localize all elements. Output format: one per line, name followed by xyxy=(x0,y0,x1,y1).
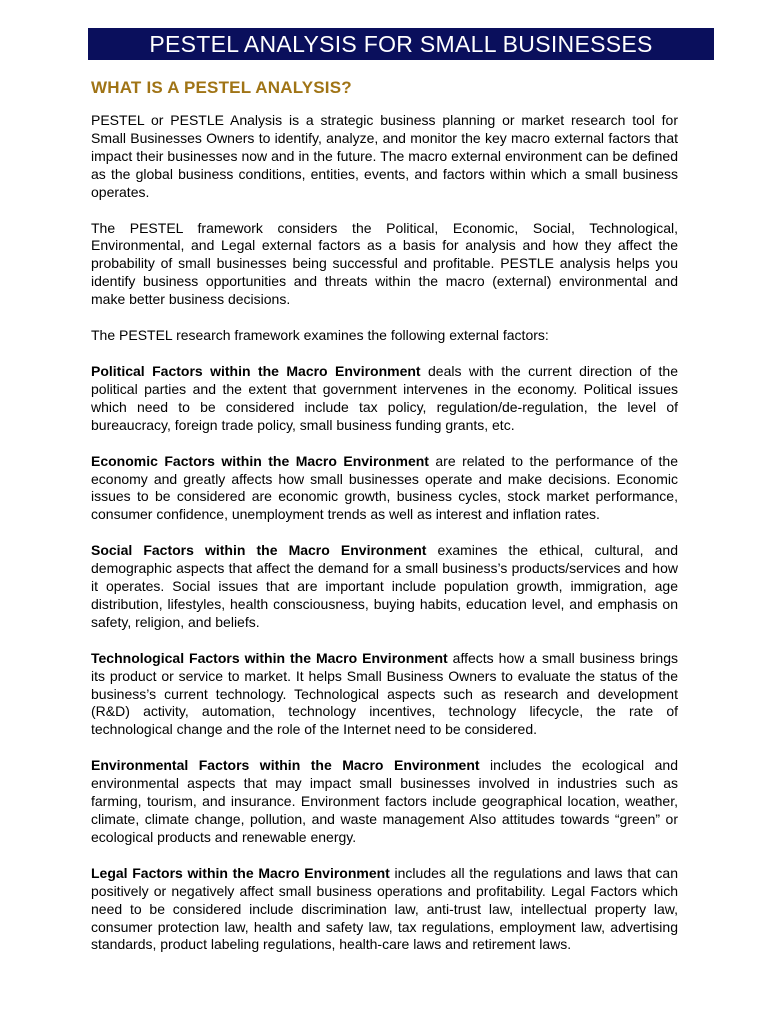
factor-text: includes all the regulations and laws that can positively or negatively affect small business operations and profitability. Legal Factors which need to be considered include discrimination law, anti-trust law, intellectual property law, consumer protection law, health and safety law, tax regulations, employment law, advertising standards, product labeling regulations, health-care laws and retirement laws. xyxy=(91,864,678,953)
factor-text: affects how a small business brings its product or service to market. It helps Small Business Owners to evaluate the status of the business’s current technology. Technological aspects such as research and development (R&D) activity, automation, technology incentives, technology lifecycle, the rate of technological change and the role of the Internet need to be considered. xyxy=(91,649,678,738)
political-factors-paragraph xyxy=(91,363,678,435)
document-body xyxy=(91,112,678,972)
environmental-factors-paragraph xyxy=(91,757,678,847)
factor-title: Political Factors within the Macro Environment xyxy=(91,362,421,379)
factor-text: includes the ecological and environmental aspects that may impact small businesses involved in industries such as farming, tourism, and insurance. Environment factors include geographical location, weather, climate, climate change, pollution, and waste management Also attitudes towards “green” or ecological products and renewable energy. xyxy=(91,757,678,845)
factor-text: are related to the performance of the economy and greatly affects how small businesses operate and make decisions. Economic issues to be considered are economic growth, business cycles, stock market performance, consumer confidence, unemployment trends as well as interest and inflation rates. xyxy=(91,452,678,523)
factor-text: deals with the current direction of the political parties and the extent that government intervenes in the economy. Political issues which need to be considered include tax policy, regulation/de-regulation, the level of bureaucracy, foreign trade policy, small business funding grants, etc. xyxy=(91,362,678,433)
factor-title: Social Factors within the Macro Environment xyxy=(91,542,427,559)
social-factors-paragraph xyxy=(91,542,678,632)
factor-text: examines the ethical, cultural, and demographic aspects that affect the demand for a small business’s products/services and how it operates. Social issues that are important include population growth, immigration, age distribution, lifestyles, health consciousness, buying habits, education level, and emphasis on safety, religion, and beliefs. xyxy=(91,542,678,630)
factor-title: Technological Factors within the Macro Environment xyxy=(91,649,448,666)
technological-factors-paragraph xyxy=(91,650,678,740)
page-title: PESTEL ANALYSIS FOR SMALL BUSINESSES xyxy=(88,28,714,60)
section-heading: WHAT IS A PESTEL ANALYSIS? xyxy=(91,78,352,97)
intro-paragraph: PESTEL or PESTLE Analysis is a strategic business planning or market research tool for Small Businesses Owners to identify, analyze, and monitor the key macro external factors that impact their businesses now and in the future. The macro external environment can be defined as the global business conditions, entities, events, and factors within which a small business operates. xyxy=(91,112,678,200)
factor-title: Legal Factors within the Macro Environment xyxy=(91,864,390,881)
economic-factors-paragraph xyxy=(91,453,678,525)
factors-intro-paragraph: The PESTEL research framework examines the following external factors: xyxy=(91,327,549,344)
framework-paragraph: The PESTEL framework considers the Political, Economic, Social, Technological, Environmental, and Legal external factors as a basis for analysis and how they affect the probability of small businesses being successful and profitable. PESTLE analysis helps you identify business opportunities and threats within the macro (external) environmental and make better business decisions. xyxy=(91,219,678,308)
factor-title: Economic Factors within the Macro Environment xyxy=(91,452,429,469)
factor-title: Environmental Factors within the Macro Environment xyxy=(91,757,480,774)
legal-factors-paragraph xyxy=(91,865,678,955)
